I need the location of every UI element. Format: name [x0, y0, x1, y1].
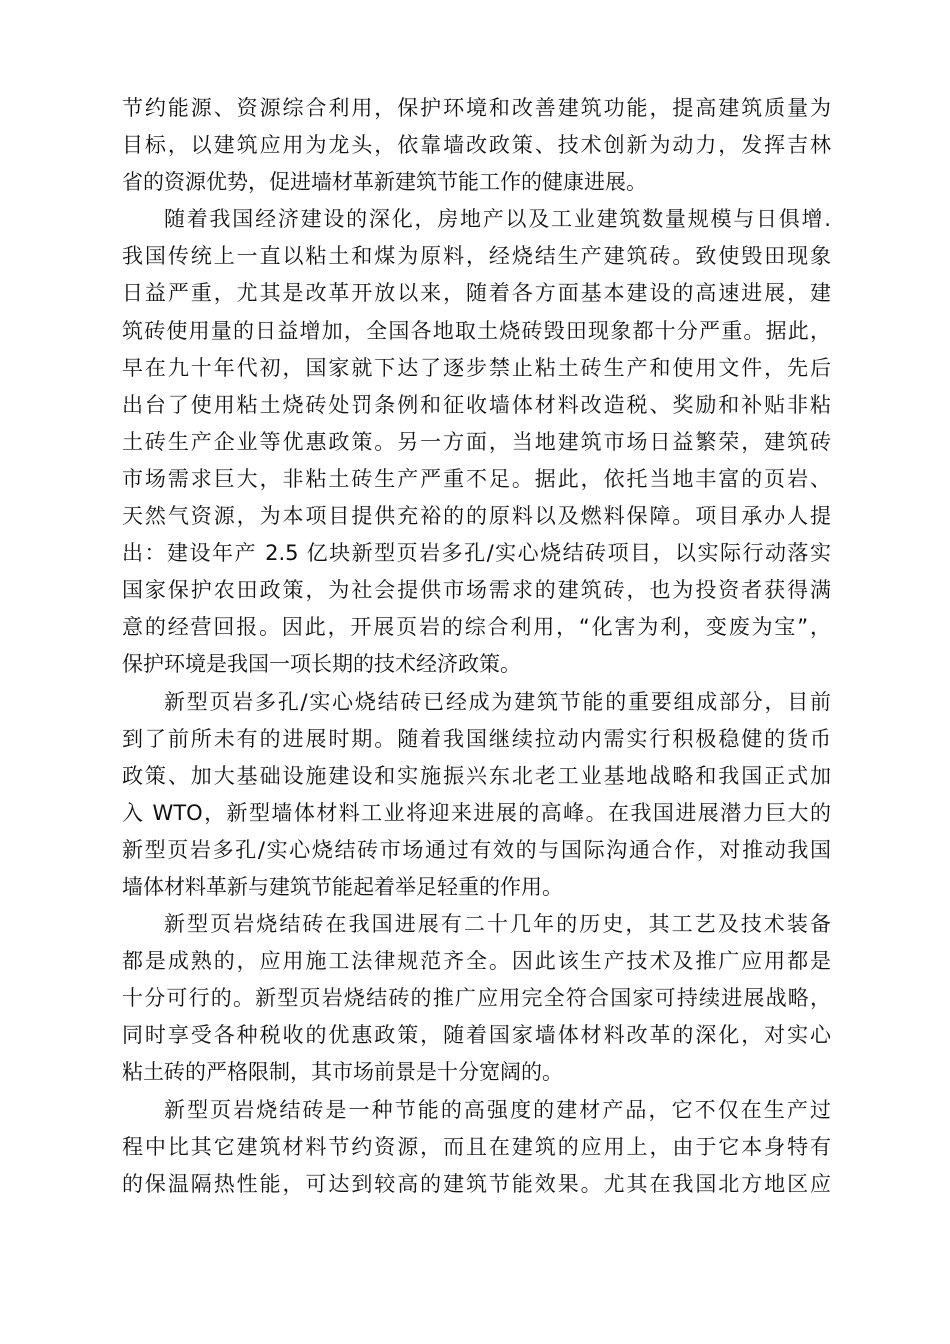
text-line: 早在九十年代初，国家就下达了逐步禁止粘土砖生产和使用文件，先后: [122, 355, 831, 380]
text-line: 国家保护农田政策，为社会提供市场需求的建筑砖，也为投资者获得满: [122, 578, 831, 603]
text-line: 目标，以建筑应用为龙头，依靠墙改政策、技术创新为动力，发挥吉林: [122, 133, 831, 158]
text-line: 随着我国经济建设的深化，房地产以及工业建筑数量规模与日俱增.: [164, 207, 831, 232]
text-line: 十分可行的。新型页岩烧结砖的推广应用完全符合国家可持续进展战略，: [122, 986, 831, 1011]
text-line: 筑砖使用量的日益增加，全国各地取土烧砖毁田现象都十分严重。据此，: [122, 318, 831, 343]
text-line: 粘土砖的严格限制，其市场前景是十分宽阔的。: [122, 1060, 563, 1085]
text-line: 新型页岩多孔/实心烧结砖已经成为建筑节能的重要组成部分，目前: [164, 689, 831, 714]
text-line: 到了前所未有的进展时期。随着我国继续拉动内需实行积极稳健的货币: [122, 726, 831, 751]
text-line: 同时享受各种税收的优惠政策，随着国家墙体材料改革的深化，对实心: [122, 1023, 831, 1048]
text-line: 日益严重，尤其是改革开放以来，随着各方面基本建设的高速进展，建: [122, 281, 831, 306]
text-line: 出台了使用粘土烧砖处罚条例和征收墙体材料改造税、奖励和补贴非粘: [122, 392, 831, 417]
text-line: 程中比其它建筑材料节约资源，而且在建筑的应用上，由于它本身特有: [122, 1134, 831, 1159]
paragraph-4: [122, 906, 831, 1091]
text-line: 入 WTO，新型墙体材料工业将迎来进展的高峰。在我国进展潜力巨大的: [122, 800, 831, 825]
text-line: 省的资源优势，促进墙材革新建筑节能工作的健康进展。: [122, 170, 647, 195]
text-line: 土砖生产企业等优惠政策。另一方面，当地建筑市场日益繁荣，建筑砖: [122, 429, 831, 454]
text-line: 新型页岩烧结砖是一种节能的高强度的建材产品，它不仅在生产过: [164, 1097, 831, 1122]
text-line: 我国传统上一直以粘土和煤为原料，经烧结生产建筑砖。致使毁田现象: [122, 244, 831, 269]
text-line: 政策、加大基础设施建设和实施振兴东北老工业基地战略和我国正式加: [122, 763, 831, 788]
paragraph-1: [122, 90, 831, 201]
text-line: 的保温隔热性能，可达到较高的建筑节能效果。尤其在我国北方地区应: [122, 1171, 831, 1196]
paragraph-2: [122, 201, 831, 683]
text-line: 意的经营回报。因此，开展页岩的综合利用，“化害为利，变废为宝”，: [122, 615, 831, 640]
paragraph-5: [122, 1092, 831, 1203]
text-line: 保护环境是我国一项长期的技术经济政策。: [122, 652, 521, 677]
text-line: 节约能源、资源综合利用，保护环境和改善建筑功能，提高建筑质量为: [122, 96, 831, 120]
text-line: 墙体材料革新与建筑节能起着举足轻重的作用。: [122, 874, 563, 899]
text-line: 新型页岩烧结砖在我国进展有二十几年的历史，其工艺及技术装备: [164, 912, 831, 937]
text-line: 市场需求巨大，非粘土砖生产严重不足。据此，依托当地丰富的页岩、: [122, 466, 831, 491]
text-line: 天然气资源，为本项目提供充裕的的原料以及燃料保障。项目承办人提: [122, 504, 831, 529]
text-line: 出：建设年产 2.5 亿块新型页岩多孔/实心烧结砖项目，以实际行动落实: [122, 541, 831, 566]
text-line: 都是成熟的，应用施工法律规范齐全。因此该生产技术及推广应用都是: [122, 949, 831, 974]
text-line: 新型页岩多孔/实心烧结砖市场通过有效的与国际沟通合作，对推动我国: [122, 837, 831, 862]
document-body: [122, 90, 831, 1203]
paragraph-3: [122, 684, 831, 907]
